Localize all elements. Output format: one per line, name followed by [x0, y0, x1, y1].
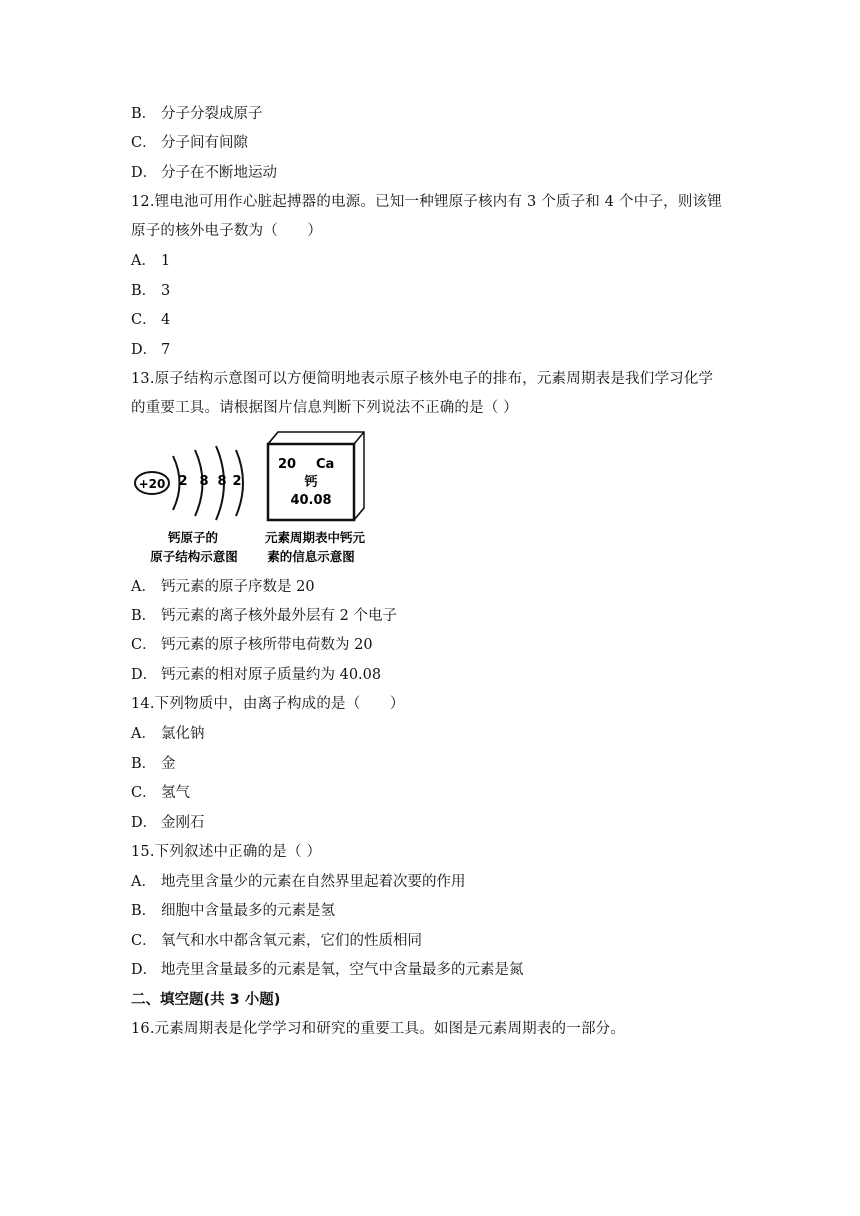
calcium-figure [128, 430, 378, 570]
q13-option-d: D． 钙元素的相对原子质量约为 40.08 [131, 667, 382, 683]
q12-option-b: B． 3 [131, 283, 171, 299]
q14-option-b: B． 金 [131, 756, 176, 772]
right-caption-line1: 元素周期表中钙元 [264, 530, 366, 545]
q13-option-a: A． 钙元素的原子序数是 20 [131, 579, 315, 595]
q15-stem: 15.下列叙述中正确的是（ ） [131, 844, 322, 860]
q16-stem: 16.元素周期表是化学学习和研究的重要工具。如图是元素周期表的一部分。 [131, 1021, 626, 1037]
q12-option-c: C． 4 [131, 312, 171, 328]
q13-stem-line1: 13.原子结构示意图可以方便简明地表示原子核外电子的排布，元素周期表是我们学习化学 [131, 371, 714, 387]
q13-option-c: C． 钙元素的原子核所带电荷数为 20 [131, 637, 373, 653]
left-caption-line2: 原子结构示意图 [150, 549, 238, 564]
section-2-heading: 二、填空题(共 3 小题) [131, 992, 281, 1008]
q12-option-a: A． 1 [131, 253, 171, 269]
shell-2-electrons: 8 [199, 474, 209, 489]
q12-stem-line2: 原子的核外电子数为（ ） [131, 223, 323, 239]
shell-1-electrons: 2 [178, 474, 188, 489]
q11-option-c: C． 分子间有间隙 [131, 135, 248, 151]
cell-element-name: 钙 [304, 475, 318, 490]
right-caption-line2: 素的信息示意图 [267, 549, 355, 564]
q15-option-c: C． 氧气和水中都含氧元素，它们的性质相同 [131, 933, 422, 949]
cell-symbol: Ca [316, 457, 335, 472]
q12-stem-line1: 12.锂电池可用作心脏起搏器的电源。已知一种锂原子核内有 3 个质子和 4 个中子，则该锂 [131, 194, 722, 210]
periodic-table-cell [265, 432, 366, 564]
q15-option-a: A． 地壳里含量少的元素在自然界里起着次要的作用 [131, 874, 466, 890]
q14-stem: 14.下列物质中，由离子构成的是（ ） [131, 696, 405, 712]
q15-option-d: D． 地壳里含量最多的元素是氧，空气中含量最多的元素是氮 [131, 962, 524, 978]
q11-option-d: D． 分子在不断地运动 [131, 165, 277, 181]
atom-structure-diagram [135, 446, 243, 564]
cell-atomic-mass: 40.08 [290, 493, 332, 508]
shell-3-electrons: 8 [217, 474, 227, 489]
left-caption-line1: 钙原子的 [167, 530, 219, 545]
q11-option-b: B． 分子分裂成原子 [131, 106, 263, 122]
q14-option-a: A． 氯化钠 [131, 726, 205, 742]
q12-option-d: D． 7 [131, 342, 171, 358]
q13-option-b: B． 钙元素的离子核外最外层有 2 个电子 [131, 608, 397, 624]
shell-4-electrons: 2 [232, 474, 242, 489]
q14-option-d: D． 金刚石 [131, 815, 205, 831]
q13-stem-line2: 的重要工具。请根据图片信息判断下列说法不正确的是（ ） [131, 400, 519, 416]
nucleus-charge: +20 [138, 477, 166, 491]
cell-atomic-number: 20 [278, 457, 297, 472]
q14-option-c: C． 氢气 [131, 785, 190, 801]
q15-option-b: B． 细胞中含量最多的元素是氢 [131, 903, 335, 919]
